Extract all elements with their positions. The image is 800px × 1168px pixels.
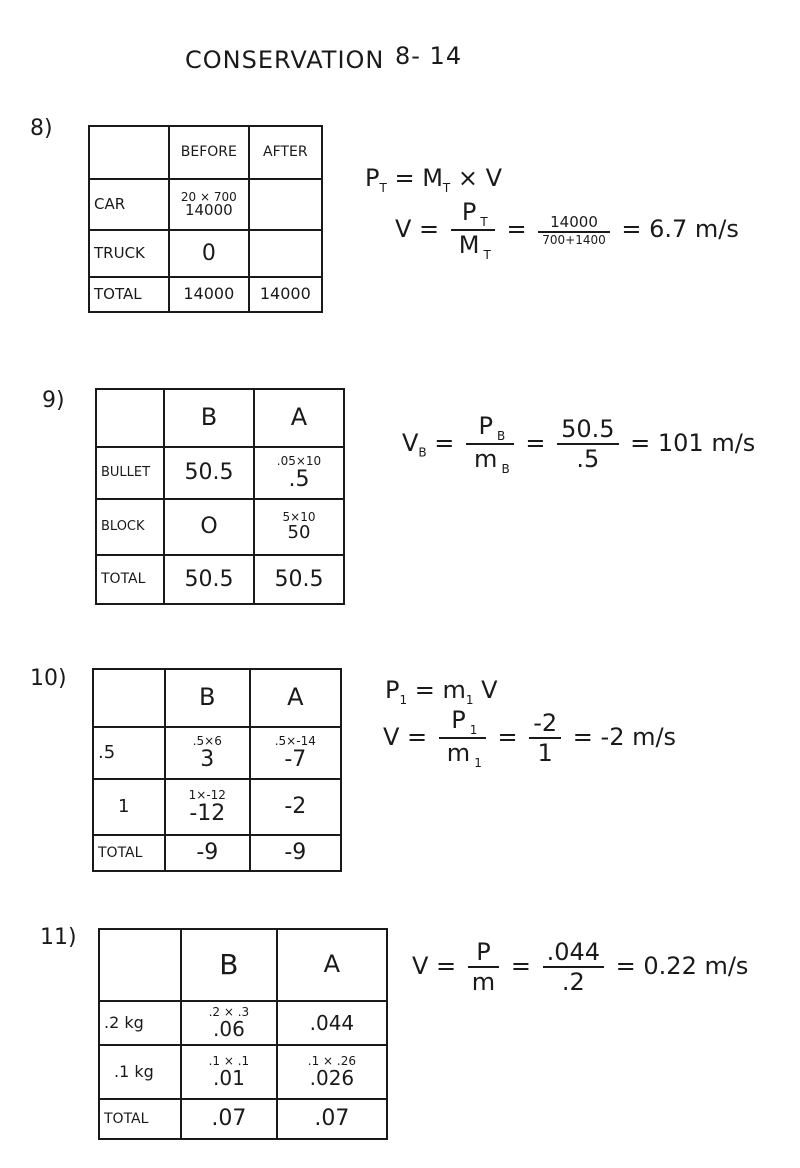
row-label-mass-2: .1 kg (99, 1045, 181, 1099)
row-label-mass-2: 1 (93, 779, 165, 835)
row-label-bullet: BULLET (96, 447, 164, 499)
cell-mass1-after (250, 727, 341, 779)
problem-number-11: 11) (40, 925, 77, 950)
corner-cell (96, 389, 164, 447)
problem-10-table (92, 668, 342, 872)
value-mass2-after: .026 (309, 1065, 355, 1090)
header-before: B (181, 929, 277, 1001)
cell-total-after: 50.5 (254, 555, 344, 604)
equation-11-velocity: V = $\frac{P}{m}$ = $\frac{.044}{.2}$ = 0.22 m/s (412, 938, 749, 996)
row-label-total: TOTAL (96, 555, 164, 604)
problem-9-table (95, 388, 345, 605)
row-label-block: BLOCK (96, 499, 164, 555)
cell-total-after: 14000 (249, 277, 322, 312)
cell-mass1-after: .044 (277, 1001, 387, 1045)
value-mass2-before: -12 (189, 800, 226, 826)
problem-number-8: 8) (30, 116, 53, 141)
equation-10-velocity: V = $\frac{P _1}{m _1}$ = $\frac{-2}{1}$ = -2 m/s (383, 706, 677, 770)
cell-total-after: -9 (250, 835, 341, 871)
page-title: CONSERVATION (185, 46, 385, 74)
cell-mass1-before (165, 727, 250, 779)
work-mass1-before: .5×6 (192, 734, 222, 749)
value-mass1-before: 3 (200, 746, 215, 772)
work-mass2-after: .1 × .26 (307, 1054, 356, 1069)
cell-truck-after (249, 230, 322, 277)
equation-8-momentum: $P_T = M_T \times V$ (365, 164, 503, 195)
cell-mass1-before (181, 1001, 277, 1045)
value-bullet-after: .5 (288, 466, 310, 492)
cell-mass2-after: -2 (250, 779, 341, 835)
row-label-total: TOTAL (89, 277, 169, 312)
row-label-total: TOTAL (93, 835, 165, 871)
work-mass1-before: .2 × .3 (208, 1005, 250, 1020)
header-before: BEFORE (169, 126, 249, 179)
value-mass1-after: -7 (284, 746, 307, 772)
row-label-car: CAR (89, 179, 169, 230)
work-mass2-before: .1 × .1 (208, 1054, 250, 1069)
problem-8-table (88, 125, 323, 313)
row-label-mass-1: .5 (93, 727, 165, 779)
cell-car-before (169, 179, 249, 230)
cell-total-before: 50.5 (164, 555, 254, 604)
header-after: A (250, 669, 341, 727)
cell-truck-before: 0 (169, 230, 249, 277)
work-block-after: 5×10 (282, 510, 316, 525)
equation-10-momentum: $P_1 = m_1$ V (385, 676, 498, 707)
header-after: A (277, 929, 387, 1001)
value-mass2-before: .01 (212, 1065, 245, 1090)
cell-mass2-after (277, 1045, 387, 1099)
cell-total-before: .07 (181, 1099, 277, 1139)
corner-cell (89, 126, 169, 179)
corner-cell (99, 929, 181, 1001)
row-label-truck: TRUCK (89, 230, 169, 277)
header-after: AFTER (249, 126, 322, 179)
cell-bullet-before: 50.5 (164, 447, 254, 499)
equation-8-velocity: V = $\frac{P _T}{M _T}$ = $\frac{14000}{700+1400}$ = 6.7 m/s (395, 198, 739, 262)
row-label-mass-1: .2 kg (99, 1001, 181, 1045)
cell-mass2-before (181, 1045, 277, 1099)
problem-number-10: 10) (30, 666, 67, 691)
equation-9-velocity: $V_B$ = $\frac{P _B}{m _B}$ = $\frac{50.5}{.5}$ = 101 m/s (402, 412, 756, 476)
cell-block-before: O (164, 499, 254, 555)
cell-car-after (249, 179, 322, 230)
cell-block-after (254, 499, 344, 555)
problem-number-9: 9) (42, 388, 65, 413)
value-car-before: 14000 (184, 201, 233, 220)
work-mass1-after: .5×-14 (274, 734, 316, 749)
header-before: B (164, 389, 254, 447)
row-label-total: TOTAL (99, 1099, 181, 1139)
value-mass1-before: .06 (212, 1016, 245, 1041)
value-block-after: 50 (287, 521, 311, 543)
problem-11-table (98, 928, 388, 1140)
work-bullet-after: .05×10 (276, 454, 322, 469)
cell-total-after: .07 (277, 1099, 387, 1139)
cell-bullet-after (254, 447, 344, 499)
header-after: A (254, 389, 344, 447)
cell-mass2-before (165, 779, 250, 835)
work-car-before: 20 × 700 (180, 189, 237, 204)
header-before: B (165, 669, 250, 727)
cell-total-before: 14000 (169, 277, 249, 312)
problem-range: 8- 14 (395, 42, 463, 70)
corner-cell (93, 669, 165, 727)
cell-total-before: -9 (165, 835, 250, 871)
work-mass2-before: 1×-12 (188, 788, 226, 803)
